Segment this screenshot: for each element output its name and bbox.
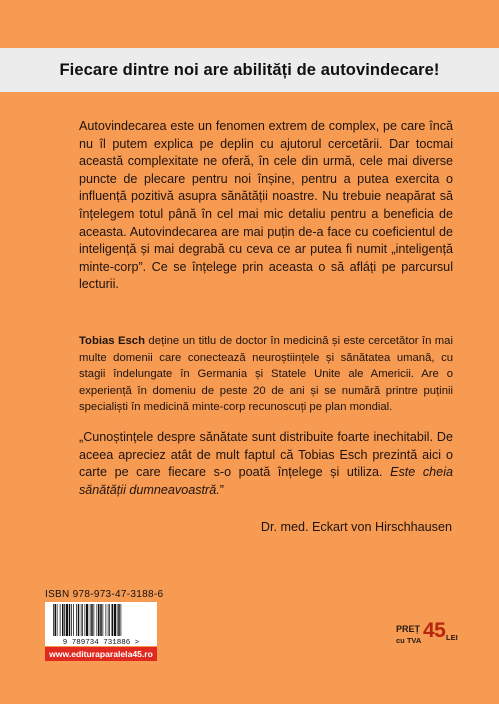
endorsement-quote [79, 429, 453, 499]
barcode-bar [118, 604, 120, 636]
book-blurb: Autovindecarea este un fenomen extrem de complex, pe care încă nu îl putem explica pe deplin cu ajutorul cercetării. Dar tocmai această complexitate ne oferă, în cele din urmă, cele mai diverse puncte de plecare pentru noi înșine, pentru a putea exercita o influență pozitivă asupra sănătății noastre. Nu trebuie neapărat să înțelegem totul până în cel mai mic detaliu pentru a beneficia de aceasta. Autovindecarea are mai puțin de-a face cu coeficientul de inteligență și mai degrabă cu ceva ce ar putea fi numit „inteligență minte-corp”. Ce se înțelege prin aceasta o să afláți pe parcursul lecturii. [79, 119, 453, 292]
price-value: 45 [423, 619, 446, 642]
barcode-bar [108, 604, 109, 636]
title-band [0, 48, 499, 92]
barcode-bar [98, 604, 100, 636]
barcode-bar [81, 604, 82, 636]
barcode-bar [62, 604, 64, 636]
barcode-digits: 9 789734 731886 > [62, 639, 140, 646]
author-bio [79, 333, 453, 416]
barcode-bar [91, 604, 93, 636]
barcode-bar [112, 604, 114, 636]
barcode-bar [103, 604, 104, 636]
barcode-bar [78, 604, 80, 636]
barcode-bar [64, 604, 65, 636]
barcode-bar [76, 604, 77, 636]
author-name: Tobias Esch [79, 335, 145, 347]
barcode-bar [85, 604, 86, 636]
quote-author: Dr. med. Eckart von Hirschhausen [260, 520, 452, 534]
barcode-bar [73, 604, 74, 636]
barcode-bar [57, 604, 58, 636]
publisher-url[interactable]: www.edituraparalela45.ro [49, 649, 153, 659]
barcode-bar [86, 604, 88, 636]
publisher-url-box[interactable] [45, 647, 157, 661]
barcode-bar [109, 604, 110, 636]
quote-emphasis: Este cheia sănătății dumneavoastră. [79, 465, 453, 497]
isbn-label: ISBN 978-973-47-3188-6 [45, 589, 164, 600]
barcode-bar [71, 604, 72, 636]
barcode-bar [90, 604, 91, 636]
barcode-bar [55, 604, 57, 636]
barcode-bar [121, 604, 122, 636]
barcode-bar [117, 604, 118, 636]
cover-headline: Fiecare dintre noi are abilități de autovindecare! [59, 60, 440, 79]
price-currency: LEI [446, 633, 458, 642]
price-tva-label: cu TVA [396, 636, 422, 645]
price-label: PREȚ [396, 624, 421, 634]
barcode-graphic [45, 602, 157, 646]
barcode-bar [106, 604, 107, 636]
barcode-bar [97, 604, 98, 636]
quote-text: „Cunoștințele despre sănătate sunt distribuite foarte inechitabil. De aceea apreciez atât de mult faptul că Tobias Esch prezintă aici o carte pe care fiecare s-o poată înțelege și utiliza. [79, 430, 453, 480]
barcode-bar [66, 604, 68, 636]
barcode-bar [53, 604, 54, 636]
barcode-bar [69, 604, 71, 636]
barcode-bar [82, 604, 83, 636]
price-tag [396, 619, 458, 654]
barcode-bar [60, 604, 61, 636]
isbn-barcode [45, 602, 157, 646]
quote-closing: ” [219, 482, 224, 497]
author-bio-text: deține un titlu de doctor în medicină și este cercetător în mai multe domenii care conectează neuroștiințele și sănătatea umană, cu stagii îndelungate în Germania și Statele Unite ale Americii. Are o experiență în domeniu de peste 20 de ani și se numără printre puținii specialiști în medicină minte-corp recunoscuți pe plan mondial. [79, 335, 453, 414]
barcode-bar [100, 604, 102, 636]
barcode-bar [114, 604, 116, 636]
barcode-bar [94, 604, 95, 636]
